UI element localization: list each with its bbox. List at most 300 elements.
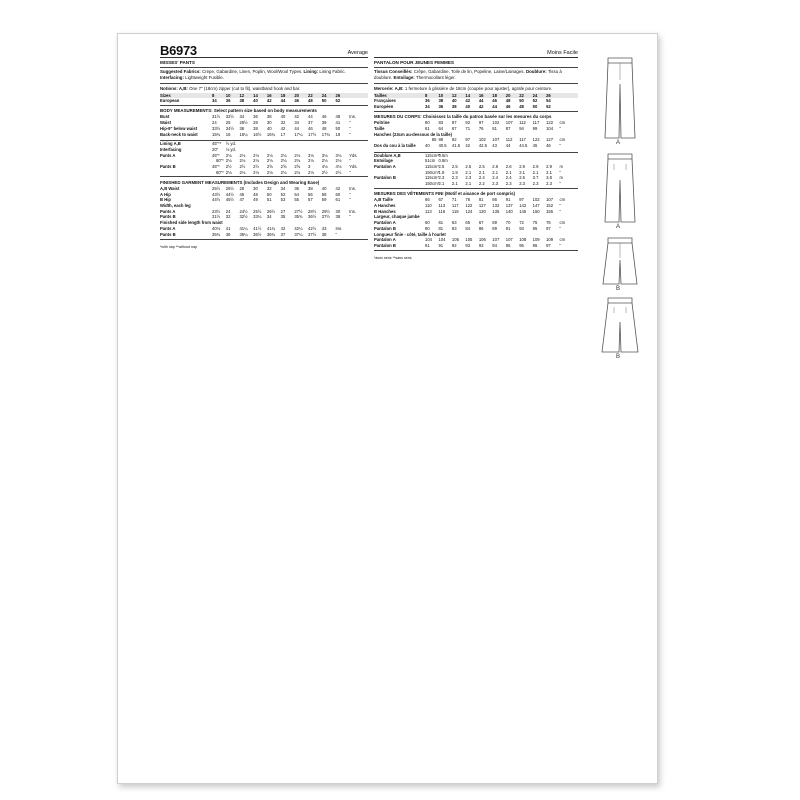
table-cell: 44 xyxy=(308,114,313,120)
table-cell: 2.9 xyxy=(519,164,526,170)
table-cell: 3⅛ xyxy=(321,152,328,158)
table-cell: 34 xyxy=(239,114,245,120)
sketch-label: B xyxy=(616,286,621,292)
row-label: Longueur finie - côté, taille à l'ourlet xyxy=(374,231,446,237)
table-cell: 2⅛ xyxy=(266,169,273,175)
row-label: Pants B xyxy=(160,164,176,170)
table-cell: 60"* xyxy=(215,169,224,175)
table-cell: 67 xyxy=(478,220,484,226)
table-cell: 52 xyxy=(335,98,341,104)
table-cell: 42 xyxy=(465,98,471,104)
table-cell: 92 xyxy=(465,120,471,126)
sketch-view-b-front xyxy=(590,236,650,296)
table-cell: 92 xyxy=(451,242,457,248)
table-cell: 26½ xyxy=(225,185,234,191)
table-cell: 2⅛ xyxy=(321,158,328,164)
table-cell: 40 xyxy=(253,98,258,104)
row-label: B Hanches xyxy=(374,208,396,214)
row-label: Pantalon B xyxy=(374,225,396,231)
table-cell: 97 xyxy=(478,120,484,126)
table-cell: cm xyxy=(559,197,566,203)
table-cell: 83 xyxy=(451,225,457,231)
row-label: Pants A xyxy=(160,208,176,214)
footnote-fr: *avec sens **sans sens xyxy=(374,256,412,261)
sketch-label: B xyxy=(616,354,621,360)
table-cell: 60"* xyxy=(215,158,224,164)
row-label: Pants A xyxy=(160,225,176,231)
table-cell: 42 xyxy=(335,185,341,191)
table-cell: 91 xyxy=(425,242,430,248)
table-cell: 40⅛ xyxy=(212,225,221,231)
table-cell: 105 xyxy=(465,237,473,243)
table-cell: 50 xyxy=(335,125,341,131)
table-cell: " xyxy=(559,169,562,175)
body-measurements-table-fr xyxy=(374,120,578,149)
row-label: Hip-9" below waist xyxy=(160,125,198,131)
table-cell: 37¼ xyxy=(294,231,303,237)
table-cell: 2⅛ xyxy=(266,152,273,158)
table-cell: ⅛ yd. xyxy=(225,146,236,152)
table-cell: 8 xyxy=(425,93,438,99)
table-cell: 3⅛ xyxy=(308,152,314,158)
table-cell: 2.5 xyxy=(438,164,445,170)
table-cell: 45"* xyxy=(212,164,220,170)
sizes-table-fr xyxy=(374,93,578,110)
table-cell: 32 xyxy=(225,214,231,220)
table-cell: 42¼ xyxy=(294,225,303,231)
table-cell: 23½ xyxy=(212,208,221,214)
table-cell: 3 xyxy=(308,164,311,170)
table-cell: 63 xyxy=(451,220,457,226)
row-label: Largeur, chaque jambe xyxy=(374,214,420,220)
table-cell: 69 xyxy=(492,220,497,226)
table-cell: 0.5m xyxy=(438,152,448,158)
table-cell: 2.4 xyxy=(492,175,499,181)
table-cell: 76 xyxy=(546,220,551,226)
table-cell: 2.1 xyxy=(465,181,472,187)
table-cell: 4⅛ xyxy=(321,164,328,170)
table-cell: 42 xyxy=(294,114,299,120)
section-title: MISSES' PANTS xyxy=(160,58,368,68)
row-label: Interfacing xyxy=(160,146,182,152)
table-cell: " xyxy=(349,158,351,164)
table-cell: " xyxy=(349,131,351,137)
table-cell: 2.1 xyxy=(451,181,458,187)
table-cell: 34 xyxy=(294,120,299,126)
table-cell: 2½ xyxy=(321,169,328,175)
table-cell: 2⅛ xyxy=(294,169,301,175)
table-cell: 60 xyxy=(425,220,430,226)
table-cell: 122 xyxy=(546,120,554,126)
table-cell: 2.9 xyxy=(546,164,552,170)
table-cell: 122 xyxy=(532,137,540,143)
table-cell: 16¼ xyxy=(239,131,248,137)
table-cell: 42.5 xyxy=(478,142,487,148)
table-cell: 86 xyxy=(492,197,497,203)
table-row xyxy=(160,170,368,176)
table-cell: 124 xyxy=(465,208,473,214)
row-label xyxy=(374,181,425,187)
table-cell: 48 xyxy=(253,191,258,197)
table-cell: 43 xyxy=(321,225,327,231)
table-cell: 36½ xyxy=(308,214,317,220)
table-cell: 44 xyxy=(478,98,484,104)
notions-paragraph-fr: Mercerie: A,B: 1 fermeture à glissière de 18cm (coupée pour ajuster), agrafe pour ceinture. xyxy=(374,83,578,93)
table-cell: 115cm** xyxy=(425,152,441,158)
table-cell: 44 xyxy=(294,125,299,131)
table-cell: 37½ xyxy=(308,231,317,237)
table-cell: 50 xyxy=(532,103,538,109)
table-cell: 91 xyxy=(505,197,511,203)
table-cell: Yds. xyxy=(349,164,358,170)
table-cell: 35¾ xyxy=(294,214,303,220)
table-cell: 147 xyxy=(532,203,540,209)
table-cell: 35¾ xyxy=(212,231,221,237)
table-cell: 112 xyxy=(505,137,513,143)
table-cell: 109 xyxy=(546,237,554,243)
table-cell: 132 xyxy=(492,203,500,209)
table-cell: 26 xyxy=(335,93,349,99)
table-cell: 94 xyxy=(519,125,524,131)
table-cell: 44½ xyxy=(212,197,221,203)
table-cell: 2.5 xyxy=(465,164,472,170)
row-label: Entoilage xyxy=(374,158,393,164)
pants-b-back-icon xyxy=(590,296,650,356)
table-cell: 2⅛ xyxy=(294,152,301,158)
table-cell: 67 xyxy=(451,125,457,131)
table-cell: 2.3 xyxy=(438,175,445,181)
sizes-table xyxy=(160,93,368,104)
table-cell: 41¼ xyxy=(239,225,248,231)
table-cell: " xyxy=(559,225,562,231)
table-cell: ½ yd. xyxy=(225,141,236,147)
finished-measurements-table xyxy=(160,186,368,237)
table-cell: " xyxy=(559,242,562,248)
table-cell: 2.1 xyxy=(465,169,472,175)
row-label xyxy=(160,170,212,176)
table-row xyxy=(374,181,578,187)
table-cell: 46 xyxy=(294,98,299,104)
table-cell: 102 xyxy=(478,137,486,143)
finished-measurements-heading: FINISHED GARMENT MEASUREMENTS (Includes Design and Wearing Ease) xyxy=(160,176,368,186)
french-column xyxy=(374,46,578,262)
table-cell: 45"** xyxy=(212,141,222,147)
table-cell: 48 xyxy=(308,98,313,104)
table-cell: 2.4 xyxy=(478,175,485,181)
row-label: Lining A,B xyxy=(160,141,181,147)
table-cell: 75 xyxy=(532,220,538,226)
table-cell: 12 xyxy=(452,93,465,99)
table-cell: 38 xyxy=(451,103,457,109)
table-cell: 76 xyxy=(478,125,484,131)
table-cell: 127 xyxy=(546,137,554,143)
table-cell: 1.9 xyxy=(451,169,458,175)
view-sketches xyxy=(590,54,650,366)
table-cell: 24½ xyxy=(239,208,248,214)
table-cell: 2.1 xyxy=(546,169,552,175)
table-cell: 95 xyxy=(532,225,538,231)
table-cell: 48 xyxy=(321,125,327,131)
table-cell: 2⅛ xyxy=(239,152,246,158)
table-cell: Ins. xyxy=(349,208,356,214)
table-cell: 122 xyxy=(465,203,473,209)
table-cell: " xyxy=(559,142,562,148)
table-cell: 18 xyxy=(335,131,341,137)
table-cell: 41.5 xyxy=(451,142,461,148)
table-cell: 96 xyxy=(532,242,538,248)
table-cell: 66 xyxy=(425,197,430,203)
table-cell: 94 xyxy=(492,242,497,248)
table-cell: 15¾ xyxy=(212,131,221,137)
row-label: Françaises xyxy=(374,98,396,104)
row-label: Pants B xyxy=(160,231,176,237)
table-cell: 36¼ xyxy=(239,231,248,237)
table-cell: 16 xyxy=(479,93,492,99)
table-cell: 2.1 xyxy=(478,169,485,175)
row-label: Dos du cou à la taille xyxy=(374,142,416,148)
table-cell: 137 xyxy=(505,203,513,209)
table-cell: " xyxy=(349,120,351,126)
table-cell: 33½ xyxy=(212,125,221,131)
table-cell: 2⅝ xyxy=(294,164,301,170)
table-cell: 2½ xyxy=(225,164,232,170)
table-cell: 42 xyxy=(280,225,286,231)
table-cell: 34 xyxy=(425,103,430,109)
table-cell: 39 xyxy=(321,120,327,126)
table-cell: 31½ xyxy=(212,114,221,120)
table-cell: 28 xyxy=(239,185,245,191)
table-cell: 41 xyxy=(225,225,231,231)
table-cell: 106 xyxy=(478,237,486,243)
table-cell: 86 xyxy=(478,225,484,231)
table-cell: 31½ xyxy=(212,214,221,220)
table-cell: 2.4 xyxy=(505,175,512,181)
table-cell: 36 xyxy=(438,103,444,109)
table-cell: 58 xyxy=(321,191,327,197)
finished-measurements-table-fr xyxy=(374,197,578,248)
table-cell: 26 xyxy=(546,93,559,99)
table-cell: 95 xyxy=(519,242,524,248)
table-cell: 51 xyxy=(266,197,272,203)
table-cell: 2⅛ xyxy=(294,158,301,164)
table-cell: 67 xyxy=(438,197,444,203)
table-cell: 2.3 xyxy=(465,175,472,181)
table-cell: 142 xyxy=(519,203,527,209)
table-cell: 2.3 xyxy=(505,181,512,187)
table-cell: " xyxy=(349,191,351,197)
table-cell: 109 xyxy=(532,237,540,243)
table-cell: 14 xyxy=(465,93,478,99)
table-cell: 34 xyxy=(212,98,217,104)
table-cell: 36½ xyxy=(253,231,262,237)
table-cell: 71 xyxy=(451,197,457,203)
table-cell: 12 xyxy=(239,93,253,99)
table-cell: 2⅛ xyxy=(308,158,314,164)
table-cell: 43 xyxy=(492,142,497,148)
table-cell: 4⅛ xyxy=(335,164,342,170)
table-cell: 150cm* xyxy=(425,181,440,187)
table-cell: 38 xyxy=(253,125,258,131)
table-cell: 34 xyxy=(266,214,272,220)
table-cell: 110 xyxy=(425,203,432,209)
row-label: Pantalon A xyxy=(374,164,396,170)
table-cell: 2⅛ xyxy=(225,169,232,175)
table-cell: 64 xyxy=(438,125,444,131)
notions-paragraph: Notions: A,B: One 7" (18cm) zipper (cut to fit), waistband hook and bar. xyxy=(160,83,368,93)
table-cell: 0.8m xyxy=(438,158,448,164)
table-cell: " xyxy=(559,125,562,131)
table-cell: 37 xyxy=(308,120,313,126)
table-cell: 28 xyxy=(253,120,258,126)
row-label: Doublure A,B xyxy=(374,152,401,158)
table-cell: 36 xyxy=(225,231,231,237)
table-cell: 2⅛ xyxy=(335,158,342,164)
table-cell: 2⅝ xyxy=(266,164,273,170)
table-cell: 54 xyxy=(546,98,551,104)
table-cell xyxy=(560,104,578,110)
table-cell: 38 xyxy=(266,114,272,120)
row-label: A,B Waist xyxy=(160,185,180,191)
table-cell: 89 xyxy=(492,225,497,231)
yardage-table xyxy=(160,141,368,175)
right-header xyxy=(374,46,578,58)
table-cell: 2.6 xyxy=(492,164,499,170)
table-cell: 81 xyxy=(492,125,497,131)
row-label: A Hanches xyxy=(374,203,396,209)
table-cell: 97 xyxy=(546,225,551,231)
table-cell: 105 xyxy=(451,237,459,243)
table-cell: 61 xyxy=(438,220,444,226)
table-cell: 112 xyxy=(519,120,526,126)
table-cell: 45 xyxy=(532,142,538,148)
table-cell: 38 xyxy=(308,185,313,191)
row-label: Bust xyxy=(160,114,170,120)
table-row xyxy=(374,143,578,149)
table-cell: 93 xyxy=(478,242,484,248)
table-cell: 20 xyxy=(294,93,308,99)
table-cell: 36 xyxy=(294,185,299,191)
sketch-view-b-back xyxy=(590,296,650,366)
english-column xyxy=(160,43,368,250)
table-cell: 87 xyxy=(505,125,511,131)
table-cell: 108 xyxy=(519,237,527,243)
table-cell: 107 xyxy=(492,237,500,243)
table-cell: 2.9 xyxy=(532,164,539,170)
table-cell: 48 xyxy=(519,103,524,109)
table-cell: 46 xyxy=(505,103,511,109)
table-cell: 91 xyxy=(438,242,444,248)
table-cell: 150cm* xyxy=(425,169,440,175)
table-cell: 145 xyxy=(519,208,527,214)
table-cell: 41 xyxy=(335,120,341,126)
table-cell: 97 xyxy=(546,242,551,248)
table-cell: 52 xyxy=(532,98,538,104)
table-cell: 2⅛ xyxy=(280,158,287,164)
table-cell: 30 xyxy=(253,185,258,191)
table-cell: 60 xyxy=(335,191,341,197)
row-label: A,B Taille xyxy=(374,197,393,203)
table-cell: 8 xyxy=(212,93,226,99)
pattern-code: B6973 xyxy=(160,43,197,58)
table-cell: 102 xyxy=(492,120,500,126)
table-cell: 2⅛ xyxy=(253,152,259,158)
table-cell: 42 xyxy=(465,142,471,148)
table-cell: 152 xyxy=(546,203,554,209)
table-cell: 16½ xyxy=(253,131,262,137)
table-cell: 44½ xyxy=(225,191,234,197)
table-cell: 36 xyxy=(253,114,258,120)
table-cell: 102 xyxy=(532,197,540,203)
table-cell: 42 xyxy=(478,103,484,109)
fabrics-paragraph: Suggested Fabrics: Crepe, Gabardine, Linen, Poplin, Wool/Wool Types. Lining: Lining Fabric. Interfacing: Lightweight Fusible. xyxy=(160,69,346,80)
table-cell: 17¼ xyxy=(294,131,303,137)
table-cell: 150 xyxy=(532,208,540,214)
row-label: Pants A xyxy=(160,152,176,158)
table-cell: 116 xyxy=(438,208,446,214)
table-cell: 2⅛ xyxy=(280,169,287,175)
table-cell: 113 xyxy=(438,203,446,209)
table-cell: 50 xyxy=(266,191,272,197)
row-label: Waist xyxy=(160,120,172,126)
table-cell: 46 xyxy=(321,114,327,120)
table-cell: Ins. xyxy=(349,114,356,120)
table-cell: cm xyxy=(559,120,566,126)
table-cell: 99 xyxy=(532,125,538,131)
row-label: Poitrine xyxy=(374,120,390,126)
table-row xyxy=(160,98,368,104)
table-cell: 41½ xyxy=(253,225,262,231)
sketch-view-a-back xyxy=(590,152,650,236)
yardage-table-fr xyxy=(374,153,578,187)
table-cell: m xyxy=(559,175,564,181)
table-cell: 76 xyxy=(465,197,471,203)
table-cell: 49 xyxy=(253,197,258,203)
pants-a-front-icon xyxy=(590,54,650,142)
table-cell: 117 xyxy=(532,120,540,126)
table-cell: 44 xyxy=(492,103,497,109)
table-cell: 41¾ xyxy=(266,225,276,231)
table-cell: 107 xyxy=(546,197,554,203)
table-cell: 2⅛ xyxy=(239,158,246,164)
table-cell: 130 xyxy=(478,208,486,214)
pattern-envelope-back xyxy=(117,33,658,784)
table-cell: 2.3 xyxy=(519,181,526,187)
row-label: Pantalon B xyxy=(374,175,396,181)
pants-a-back-icon xyxy=(590,152,650,226)
table-cell: 140 xyxy=(505,208,513,214)
table-cell: 2.3 xyxy=(532,181,539,187)
body-measurements-table xyxy=(160,114,368,137)
table-cell: 44.5 xyxy=(519,142,528,148)
table-cell: 52 xyxy=(546,103,551,109)
table-cell: 104 xyxy=(425,237,433,243)
table-cell: 24 xyxy=(322,93,336,99)
table-cell: 45½ xyxy=(225,197,234,203)
table-cell: 50 xyxy=(519,98,524,104)
table-cell: 127 xyxy=(478,203,486,209)
table-cell: 24 xyxy=(533,93,546,99)
table-cell: 57 xyxy=(308,197,313,203)
table-cell: 2.1 xyxy=(519,169,526,175)
table-cell: 17½ xyxy=(308,131,317,137)
table-cell: 51cm xyxy=(425,158,436,164)
table-cell: 2.3 xyxy=(546,181,552,187)
table-cell: 38 xyxy=(335,214,341,220)
footnote: *with nap **without nap xyxy=(160,244,197,249)
table-cell: 119 xyxy=(451,208,459,214)
table-cell: 18 xyxy=(281,93,295,99)
difficulty-level-fr: Moins Facile xyxy=(547,50,578,56)
